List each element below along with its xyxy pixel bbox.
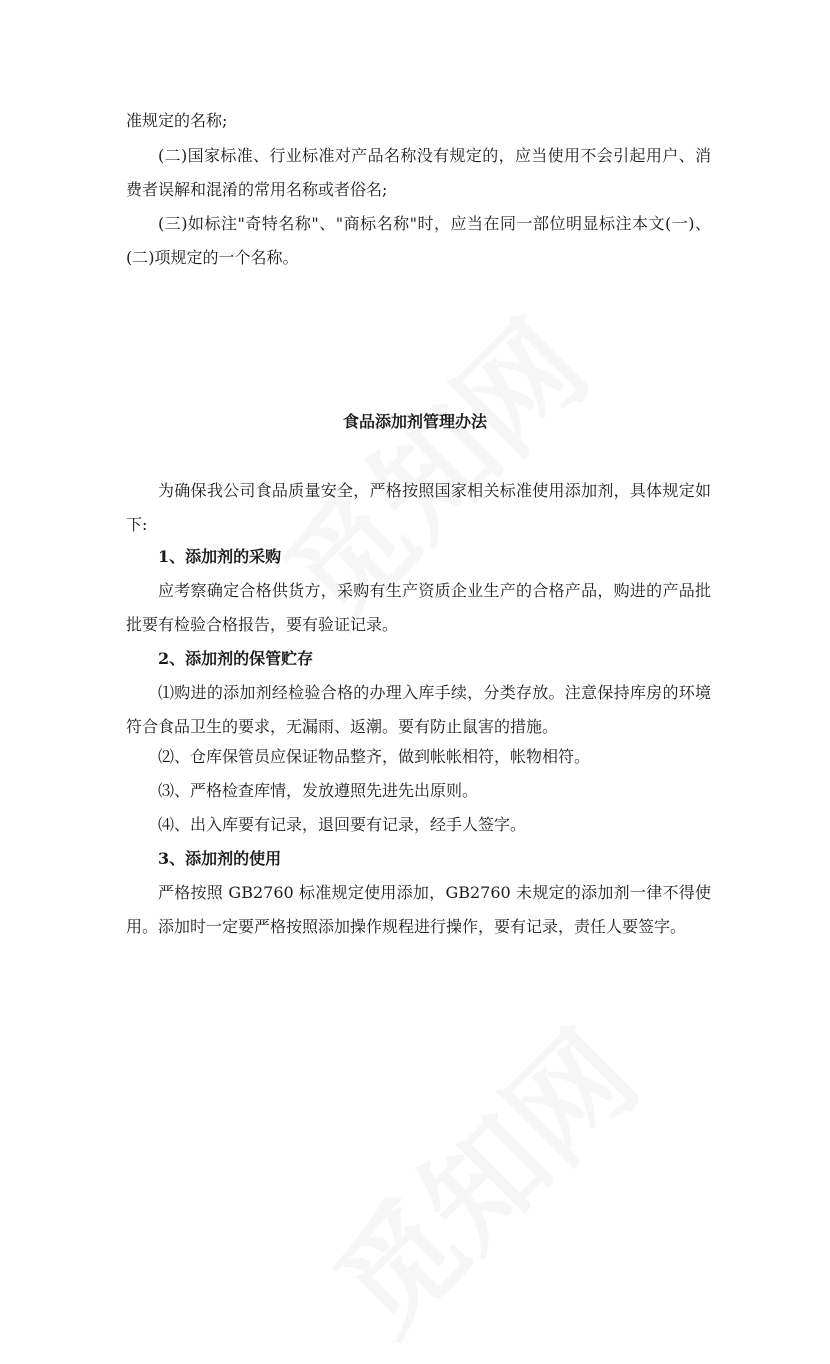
section-1-heading: 1、添加剂的采购	[158, 547, 282, 566]
intro-line1: 准规定的名称;	[126, 111, 228, 130]
intro-paragraph-3: (三)如标注"奇特名称"、"商标名称"时，应当在同一部位明显标注本文(一)、(二)项规定的一个名称。	[126, 214, 711, 267]
section-2-item-3: ⑶、严格检查库情，发放遵照先进先出原则。	[158, 781, 479, 800]
section-2-item-4: ⑷、出入库要有记录，退回要有记录，经手人签字。	[158, 815, 527, 834]
doc-intro: 为确保我公司食品质量安全，严格按照国家相关标准使用添加剂，具体规定如下:	[126, 481, 711, 534]
section-2-item-2: ⑵、仓库保管员应保证物品整齐，做到帐帐相符，帐物相符。	[158, 747, 591, 766]
section-2-heading: 2、添加剂的保管贮存	[158, 649, 314, 668]
intro-paragraph-2: (二)国家标准、行业标准对产品名称没有规定的，应当使用不会引起用户、消费者误解和混淆的常用名称或者俗名;	[126, 146, 711, 199]
page-title: 食品添加剂管理办法	[342, 412, 487, 431]
section-3-heading: 3、添加剂的使用	[158, 849, 282, 868]
section-2-item-1: ⑴购进的添加剂经检验合格的办理入库手续，分类存放。注意保持库房的环境符合食品卫生的要求，无漏雨、返潮。要有防止鼠害的措施。	[126, 683, 711, 736]
section-1-text: 应考察确定合格供货方，采购有生产资质企业生产的合格产品，购进的产品批批要有检验合格报告，要有验证记录。	[126, 581, 711, 634]
section-3-text: 严格按照 GB2760 标准规定使用添加，GB2760 未规定的添加剂一律不得使用。添加时一定要严格按照添加操作规程进行操作，要有记录，责任人要签字。	[126, 883, 711, 936]
watermark-bottom	[292, 988, 668, 1364]
